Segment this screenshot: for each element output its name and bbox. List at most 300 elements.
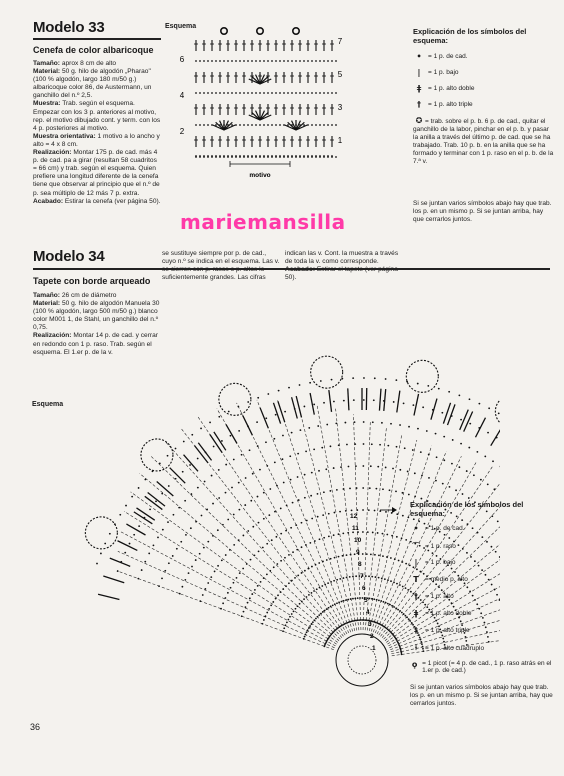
legend-item-text: = 1 picot (= 4 p. de cad., 1 p. raso atrás en el 1.er p. de cad.) — [422, 660, 552, 674]
round-number: 7 — [360, 573, 364, 580]
foundation-chain-dot — [259, 155, 261, 157]
chain-dot — [203, 124, 205, 126]
chain-dot — [448, 391, 450, 393]
chain-dot — [405, 539, 407, 541]
chain-dot — [282, 630, 284, 632]
chain-dot — [245, 477, 247, 479]
round-number: 12 — [350, 513, 358, 520]
chain-dot — [371, 576, 373, 578]
chain-dot — [109, 533, 111, 535]
chain-dot — [469, 591, 471, 593]
chain-dot — [251, 60, 253, 62]
chain-dot — [373, 399, 375, 401]
fan-stitch — [431, 399, 437, 420]
chain-dot — [265, 417, 267, 419]
chain-dot — [333, 467, 335, 469]
chain-dot — [303, 92, 305, 94]
chain-dot — [307, 629, 309, 631]
chain-dot — [267, 393, 269, 395]
legend-item-text: = 1 p. alto doble — [425, 610, 472, 617]
chain-dot — [268, 608, 270, 610]
ring-icon — [293, 28, 299, 34]
chain-dot — [274, 511, 276, 513]
chain-dot — [247, 92, 249, 94]
chain-dot — [339, 578, 341, 580]
foundation-chain-dot — [331, 155, 333, 157]
chain-dot — [477, 532, 479, 534]
chain-dot — [191, 434, 193, 436]
chain-dot — [241, 454, 243, 456]
chain-dot — [327, 124, 329, 126]
chain-dot — [266, 612, 268, 614]
chain-dot — [283, 482, 285, 484]
chain-dot — [391, 605, 393, 607]
chain-dot — [399, 584, 401, 586]
chain-dot — [438, 586, 440, 588]
chain-dot — [283, 124, 285, 126]
foundation-chain-dot — [311, 155, 313, 157]
instruction-paragraph — [33, 60, 161, 68]
chain-dot — [385, 378, 387, 380]
chain-dot — [424, 604, 426, 606]
chain-dot — [284, 557, 286, 559]
paragraph-label: Realización: — [33, 332, 72, 340]
chain-dot — [223, 60, 225, 62]
chain-dot — [225, 554, 227, 556]
chain-dot — [225, 492, 227, 494]
chain-dot — [239, 60, 241, 62]
paragraph-label: Muestra: — [33, 100, 61, 108]
chain-dot — [173, 514, 175, 516]
foundation-chain-dot — [327, 155, 329, 157]
chain-dot — [124, 552, 126, 554]
legend-item — [410, 558, 456, 567]
chain-dot — [315, 618, 317, 620]
chain-dot — [260, 581, 262, 583]
chain-dot — [211, 92, 213, 94]
chain-dot — [474, 599, 476, 601]
chain-dot — [386, 534, 388, 536]
chain-dot — [419, 571, 421, 573]
chain-dot — [291, 92, 293, 94]
chain-dot — [499, 556, 500, 558]
chain-dot — [159, 462, 161, 464]
foundation-chain-dot — [295, 155, 297, 157]
chain-dot — [304, 474, 306, 476]
foundation-chain-dot — [323, 155, 325, 157]
chain-dot — [487, 432, 489, 434]
chain-dot — [453, 606, 455, 608]
foundation-chain-dot — [231, 155, 233, 157]
chain-dot — [324, 610, 326, 612]
chain-dot — [211, 475, 213, 477]
chain-dot — [315, 60, 317, 62]
chain-dot — [286, 621, 288, 623]
legend-item — [410, 609, 471, 618]
chain-dot — [261, 623, 263, 625]
chain-dot — [468, 447, 470, 449]
chain-dot — [362, 487, 364, 489]
chain-dot — [269, 488, 271, 490]
chain-dot — [491, 584, 493, 586]
chain-dot — [278, 390, 280, 392]
chain-dot — [277, 594, 279, 596]
chain-dot — [283, 627, 285, 629]
chain-dot — [401, 561, 403, 563]
chain-dot — [210, 576, 212, 578]
chain-dot — [211, 60, 213, 62]
modelo-33-title: Modelo 33 — [33, 19, 105, 36]
chain-dot — [335, 422, 337, 424]
chain-dot — [385, 467, 387, 469]
chain-dot — [275, 536, 277, 538]
chain-dot — [235, 124, 237, 126]
round-number: 1 — [372, 645, 376, 652]
chain-dot — [292, 551, 294, 553]
chain-dot — [333, 401, 335, 403]
chain-dot — [346, 554, 348, 556]
chain-dot — [319, 60, 321, 62]
chain-dot — [271, 539, 273, 541]
chain-dot — [486, 541, 488, 543]
chain-dot — [283, 92, 285, 94]
chain-dot — [391, 535, 393, 537]
foundation-chain-dot — [287, 155, 289, 157]
chain-dot — [344, 422, 346, 424]
chain-dot — [335, 156, 337, 158]
chain-dot — [342, 577, 344, 579]
chain-dot — [288, 554, 290, 556]
chain-dot — [408, 426, 410, 428]
fan-stitch — [126, 524, 145, 535]
chain-dot — [219, 92, 221, 94]
chain-dot — [480, 612, 482, 614]
stitch-symbol-icon: † — [417, 100, 421, 109]
chain-dot — [345, 599, 347, 601]
chain-dot — [367, 531, 369, 533]
legend-33-join-note: Si se juntan varios símbolos abajo hay que trab. los p. en un mismo p. Si se juntan arriba, hay que cerrarlos juntos. — [413, 200, 552, 223]
chain-dot — [293, 610, 295, 612]
chain-dot — [96, 563, 98, 565]
chain-dot — [404, 615, 406, 617]
chain-dot — [275, 598, 277, 600]
chain-dot — [341, 601, 343, 603]
chain-dot — [461, 519, 463, 521]
stitch-symbol-icon: ǂ — [416, 84, 422, 93]
row-number: 3 — [337, 103, 343, 112]
chain-dot — [413, 518, 415, 520]
chain-dot — [318, 614, 320, 616]
chain-dot — [199, 600, 201, 602]
chain-dot — [395, 490, 397, 492]
chain-dot — [378, 599, 380, 601]
chain-dot — [331, 124, 333, 126]
chain-dot — [400, 652, 402, 654]
foundation-chain-dot — [299, 155, 301, 157]
chain-dot — [218, 416, 220, 418]
chain-dot — [263, 619, 265, 621]
chain-dot — [273, 438, 275, 440]
paragraph-text: 50 g. hilo de algodón Manuela 30 (100 % algodón, largo 500 m/50 g.) blanco color M001 1, de Stahl, un ganchillo del n.º 0,75. — [33, 300, 160, 332]
paragraph-label: Material: — [33, 68, 61, 76]
stitch-symbol-icon: ǂ — [413, 609, 419, 618]
chain-dot — [317, 493, 319, 495]
chain-dot — [412, 449, 414, 451]
stitch-symbol-icon: ⟊ — [414, 643, 418, 652]
chain-dot — [299, 92, 301, 94]
chain-dot — [268, 514, 270, 516]
chain-dot — [422, 406, 424, 408]
chain-dot — [251, 593, 253, 595]
chain-dot — [280, 591, 282, 593]
stitch-column — [118, 571, 334, 650]
instruction-paragraph — [33, 198, 161, 206]
chain-dot — [249, 449, 251, 451]
chain-dot — [233, 544, 235, 546]
stitch-column — [237, 403, 349, 633]
chain-dot — [470, 556, 472, 558]
scallop-arch — [141, 439, 173, 471]
fan-stitch — [226, 424, 237, 443]
chain-dot — [239, 124, 241, 126]
chain-dot — [224, 597, 226, 599]
paragraph-label: Acabado: — [33, 197, 64, 205]
chain-dot — [488, 641, 490, 643]
chain-dot — [330, 558, 332, 560]
chain-dot — [441, 412, 443, 414]
chain-dot — [334, 557, 336, 559]
chain-dot — [361, 619, 363, 621]
ring-icon — [221, 28, 227, 34]
chain-dot — [279, 124, 281, 126]
chain-dot — [320, 613, 322, 615]
chain-dot — [417, 428, 419, 430]
chain-dot — [390, 423, 392, 425]
chain-dot — [343, 488, 345, 490]
chain-dot — [323, 60, 325, 62]
chain-dot — [144, 479, 146, 481]
chain-dot — [451, 568, 453, 570]
chain-dot — [259, 469, 261, 471]
chain-dot — [185, 534, 187, 536]
round-number: 2 — [370, 633, 374, 640]
chain-dot — [229, 549, 231, 551]
chain-dot — [375, 488, 377, 490]
chain-dot — [354, 443, 356, 445]
paragraph-text: Estirar la cenefa (ver página 50). — [63, 197, 161, 205]
paragraph-text: 50 g. hilo de algodón „Pharao" (100 % algodón, largo 180 m/50 g.) albaricoque color 86, de Austermann, un ganchillo del n.º 2,5. — [33, 68, 152, 100]
schema-34-label: Esquema — [32, 401, 64, 408]
round-number: 8 — [358, 561, 362, 568]
chain-dot — [238, 509, 240, 511]
row-number: 7 — [337, 37, 343, 46]
chain-dot — [466, 586, 468, 588]
chain-dot — [418, 520, 420, 522]
chain-dot — [207, 92, 209, 94]
chain-dot — [195, 124, 197, 126]
chain-dot — [435, 480, 437, 482]
chain-dot — [414, 472, 416, 474]
chain-dot — [297, 476, 299, 478]
legend-item-text: = 1 p. de cad. — [428, 53, 468, 60]
chain-dot — [306, 520, 308, 522]
chain-dot — [370, 553, 372, 555]
chain-dot — [484, 622, 486, 624]
chain-dot — [435, 620, 437, 622]
paragraph-label: Tamaño: — [33, 292, 60, 299]
foundation-chain-dot — [267, 155, 269, 157]
chain-dot — [363, 619, 365, 621]
chain-dot — [199, 124, 201, 126]
chain-dot — [305, 544, 307, 546]
chain-dot — [372, 421, 374, 423]
legend-item — [410, 592, 454, 601]
chain-dot — [290, 527, 292, 529]
chain-dot — [255, 60, 257, 62]
round-number: 11 — [352, 525, 359, 532]
chain-dot — [276, 563, 278, 565]
chain-dot — [468, 497, 470, 499]
chain-dot — [421, 475, 423, 477]
paragraph-text: 26 cm de diámetro — [60, 292, 117, 299]
chain-dot — [313, 404, 315, 406]
chain-dot — [390, 580, 392, 582]
chain-dot — [319, 124, 321, 126]
chain-dot — [373, 598, 375, 600]
chain-dot — [467, 523, 469, 525]
chain-dot — [233, 582, 235, 584]
chain-dot — [494, 589, 496, 591]
chain-dot — [458, 394, 460, 396]
chain-dot — [357, 619, 359, 621]
chain-dot — [242, 568, 244, 570]
chain-dot — [317, 425, 319, 427]
chain-dot — [267, 124, 269, 126]
chain-dot — [195, 60, 197, 62]
chain-dot — [309, 625, 311, 627]
chain-dot — [472, 527, 474, 529]
chain-dot — [266, 465, 268, 467]
chain-dot — [323, 491, 325, 493]
chain-dot — [387, 445, 389, 447]
chain-dot — [353, 399, 355, 401]
stitch-column — [124, 511, 336, 644]
chain-dot — [416, 568, 418, 570]
legend-item — [410, 575, 468, 584]
chain-dot — [355, 620, 357, 622]
chain-dot — [427, 385, 429, 387]
paragraph-label: Realización: — [33, 149, 72, 157]
chain-dot — [334, 512, 336, 514]
chain-dot — [257, 445, 259, 447]
chain-dot — [360, 619, 362, 621]
chain-dot — [304, 636, 306, 638]
chain-dot — [355, 465, 357, 467]
chain-dot — [395, 607, 397, 609]
legend-item-text: = 1 p. alto doble — [428, 85, 475, 92]
chain-dot — [207, 124, 209, 126]
chain-dot — [404, 447, 406, 449]
chain-dot — [438, 388, 440, 390]
chain-dot — [288, 387, 290, 389]
chain-dot — [402, 515, 404, 517]
chain-dot — [168, 485, 170, 487]
chain-dot — [303, 598, 305, 600]
chain-dot — [308, 627, 310, 629]
chain-dot — [377, 466, 379, 468]
chain-dot — [396, 513, 398, 515]
paragraph-label: Muestra orientativa: — [33, 132, 96, 140]
chain-dot — [324, 584, 326, 586]
chain-dot — [275, 60, 277, 62]
chain-dot — [306, 631, 308, 633]
chain-dot — [161, 577, 163, 579]
paragraph-text: Montar 175 p. de cad. más 4 p. de cad. pa a girar (resultan 58 cuadritos = 66 cm) y trab. según el esquema. Quien prefiere una longitud diferente de la cenefa tiene que observar al principio que el n.º de p. sea múltiplo de 12 más 7 p. extra. — [33, 149, 160, 197]
chain-dot — [320, 380, 322, 382]
chain-dot — [211, 124, 213, 126]
chain-dot — [291, 613, 293, 615]
fan-stitch — [195, 446, 209, 463]
chain-dot — [352, 576, 354, 578]
stitch-symbol-icon: ‡ — [414, 626, 418, 635]
chain-dot — [307, 568, 309, 570]
chain-dot — [100, 553, 102, 555]
chain-dot — [334, 603, 336, 605]
foundation-chain-dot — [243, 155, 245, 157]
foundation-chain-dot — [307, 155, 309, 157]
chain-dot — [251, 124, 253, 126]
chain-dot — [262, 547, 264, 549]
foundation-chain-dot — [251, 155, 253, 157]
chain-dot — [359, 597, 361, 599]
chain-dot — [417, 383, 419, 385]
paragraph-text: 1 motivo a lo ancho y alto = 4 x 8 cm. — [33, 132, 160, 148]
foundation-chain-dot — [223, 155, 225, 157]
chain-dot — [247, 602, 249, 604]
chain-dot — [441, 589, 443, 591]
chain-dot — [295, 92, 297, 94]
chain-dot — [247, 530, 249, 532]
chain-dot — [303, 638, 305, 640]
fan-stitch — [296, 396, 301, 417]
chain-dot — [497, 520, 499, 522]
chain-dot — [241, 615, 243, 617]
chain-dot — [405, 587, 407, 589]
chain-dot — [259, 124, 261, 126]
chain-dot — [233, 459, 235, 461]
chain-dot — [481, 569, 483, 571]
chain-dot — [180, 541, 182, 543]
chain-dot — [243, 611, 245, 613]
chain-dot — [378, 577, 380, 579]
chain-dot — [466, 552, 468, 554]
chain-dot — [462, 548, 464, 550]
chain-dot — [276, 485, 278, 487]
stitch-symbol-icon: † — [414, 592, 418, 601]
chain-dot — [318, 470, 320, 472]
chain-dot — [341, 378, 343, 380]
chain-dot — [378, 554, 380, 556]
fan-stitch — [103, 576, 124, 583]
fan-stitch — [170, 468, 186, 484]
chain-dot — [184, 500, 186, 502]
chain-dot — [376, 599, 378, 601]
chain-dot — [181, 586, 183, 588]
chain-dot — [172, 555, 174, 557]
chain-dot — [188, 572, 190, 574]
instruction-paragraph — [33, 149, 161, 198]
chain-dot — [289, 616, 291, 618]
